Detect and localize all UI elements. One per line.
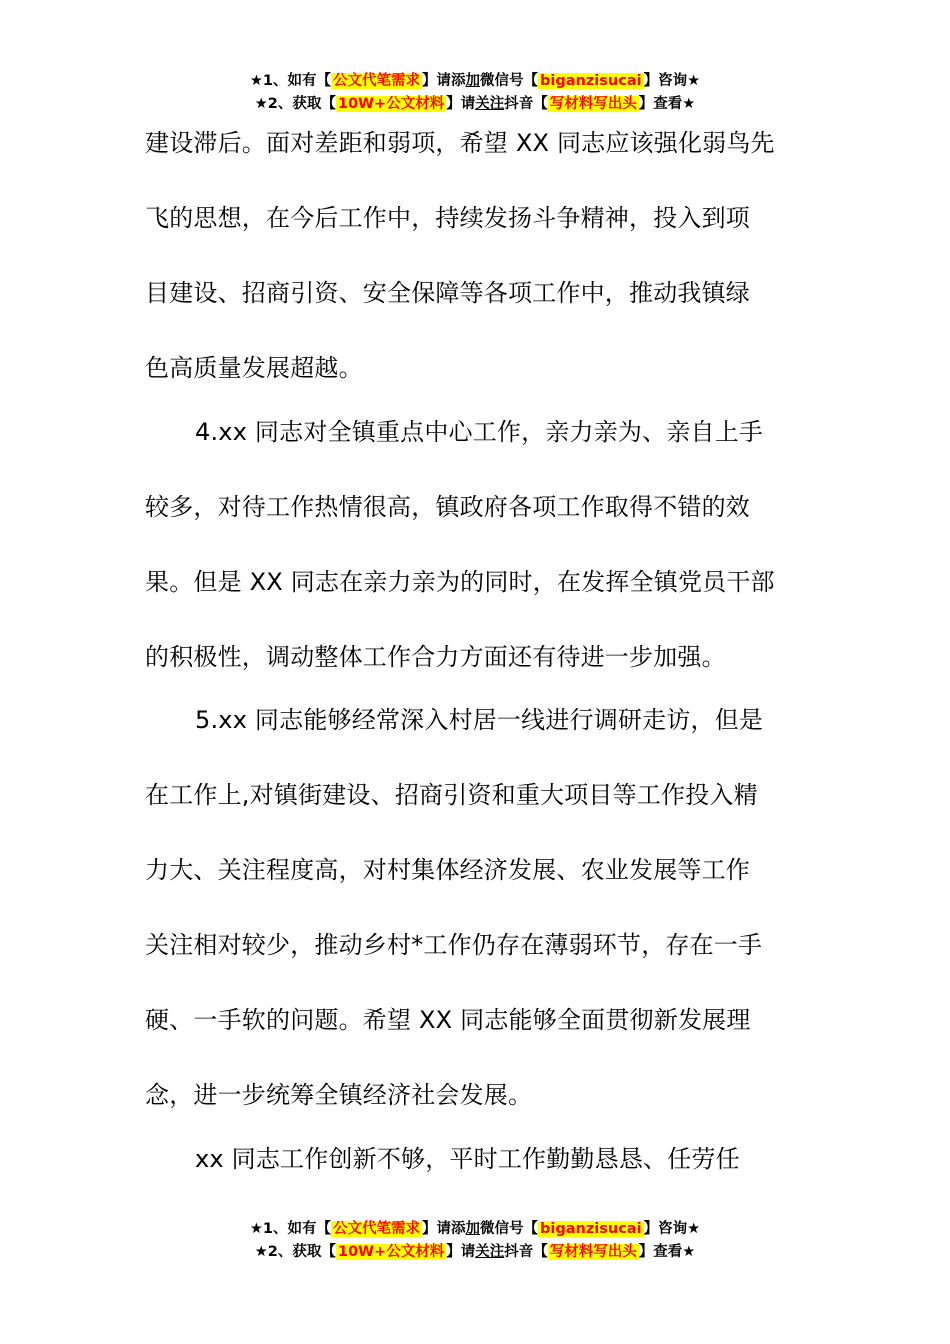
body-line: 飞的思想，在今后工作中，持续发扬斗争精神，投入到项 xyxy=(145,204,750,232)
banner-text: 抖音【 xyxy=(504,1244,548,1260)
underlined-text: 加 xyxy=(465,1221,481,1237)
highlight-douyin-account: 写材料写出头 xyxy=(549,1244,637,1260)
banner-text: ★2、获取【 xyxy=(254,96,336,112)
banner-text: 】请添 xyxy=(422,1221,466,1237)
body-line: 4.xx 同志对全镇重点中心工作，亲力亲为、亲自上手 xyxy=(195,418,764,446)
body-line: 建设滞后。面对差距和弱项，希望 XX 同志应该强化弱鸟先 xyxy=(145,129,775,157)
highlight-materials: 10W+公文材料 xyxy=(337,1244,445,1260)
banner-text: 抖音【 xyxy=(504,96,548,112)
body-line: 色高质量发展超越。 xyxy=(145,354,363,382)
banner-text: ★1、如有【 xyxy=(249,73,332,89)
body-line: 果。但是 XX 同志在亲力亲为的同时，在发挥全镇党员干部 xyxy=(145,568,775,596)
body-line: 念，进一步统筹全镇经济社会发展。 xyxy=(145,1081,533,1109)
underlined-text: 加 xyxy=(465,73,481,89)
banner-text: 微信号【 xyxy=(480,73,539,89)
underlined-text: 关注 xyxy=(475,1244,505,1260)
highlight-douyin-account: 写材料写出头 xyxy=(549,96,637,112)
banner-text: 】咨询★ xyxy=(643,73,701,89)
underlined-text: 关注 xyxy=(475,96,505,112)
banner-text: 】查看★ xyxy=(638,96,696,112)
banner-text: 】咨询★ xyxy=(643,1221,701,1237)
body-line: 在工作上,对镇街建设、招商引资和重大项目等工作投入精 xyxy=(145,781,758,809)
body-line: xx 同志工作创新不够，平时工作勤勤恳恳、任劳任 xyxy=(195,1145,740,1173)
banner-text: ★1、如有【 xyxy=(249,1221,332,1237)
header-banner xyxy=(0,70,950,116)
body-line: 的积极性，调动整体工作合力方面还有待进一步加强。 xyxy=(145,643,726,671)
banner-line-2 xyxy=(0,93,950,116)
highlight-service: 公文代笔需求 xyxy=(333,1221,421,1237)
banner-text: 】查看★ xyxy=(638,1244,696,1260)
banner-text: 】请 xyxy=(446,1244,476,1260)
banner-line-1 xyxy=(0,70,950,93)
body-line: 硬、一手软的问题。希望 XX 同志能够全面贯彻新发展理 xyxy=(145,1006,751,1034)
banner-line-2 xyxy=(0,1241,950,1264)
highlight-service: 公文代笔需求 xyxy=(333,73,421,89)
body-line: 力大、关注程度高，对村集体经济发展、农业发展等工作 xyxy=(145,856,750,884)
body-line: 较多，对待工作热情很高，镇政府各项工作取得不错的效 xyxy=(145,493,750,521)
highlight-wechat-id: biganzisucai xyxy=(540,73,642,89)
footer-banner xyxy=(0,1218,950,1264)
body-line: 目建设、招商引资、安全保障等各项工作中，推动我镇绿 xyxy=(145,279,750,307)
body-line: 5.xx 同志能够经常深入村居一线进行调研走访，但是 xyxy=(195,706,764,734)
banner-text: 】请 xyxy=(446,96,476,112)
body-line: 关注相对较少，推动乡村*工作仍存在薄弱环节，存在一手 xyxy=(145,931,763,959)
highlight-materials: 10W+公文材料 xyxy=(337,96,445,112)
banner-text: 】请添 xyxy=(422,73,466,89)
banner-text: 微信号【 xyxy=(480,1221,539,1237)
banner-line-1 xyxy=(0,1218,950,1241)
banner-text: ★2、获取【 xyxy=(254,1244,336,1260)
highlight-wechat-id: biganzisucai xyxy=(540,1221,642,1237)
